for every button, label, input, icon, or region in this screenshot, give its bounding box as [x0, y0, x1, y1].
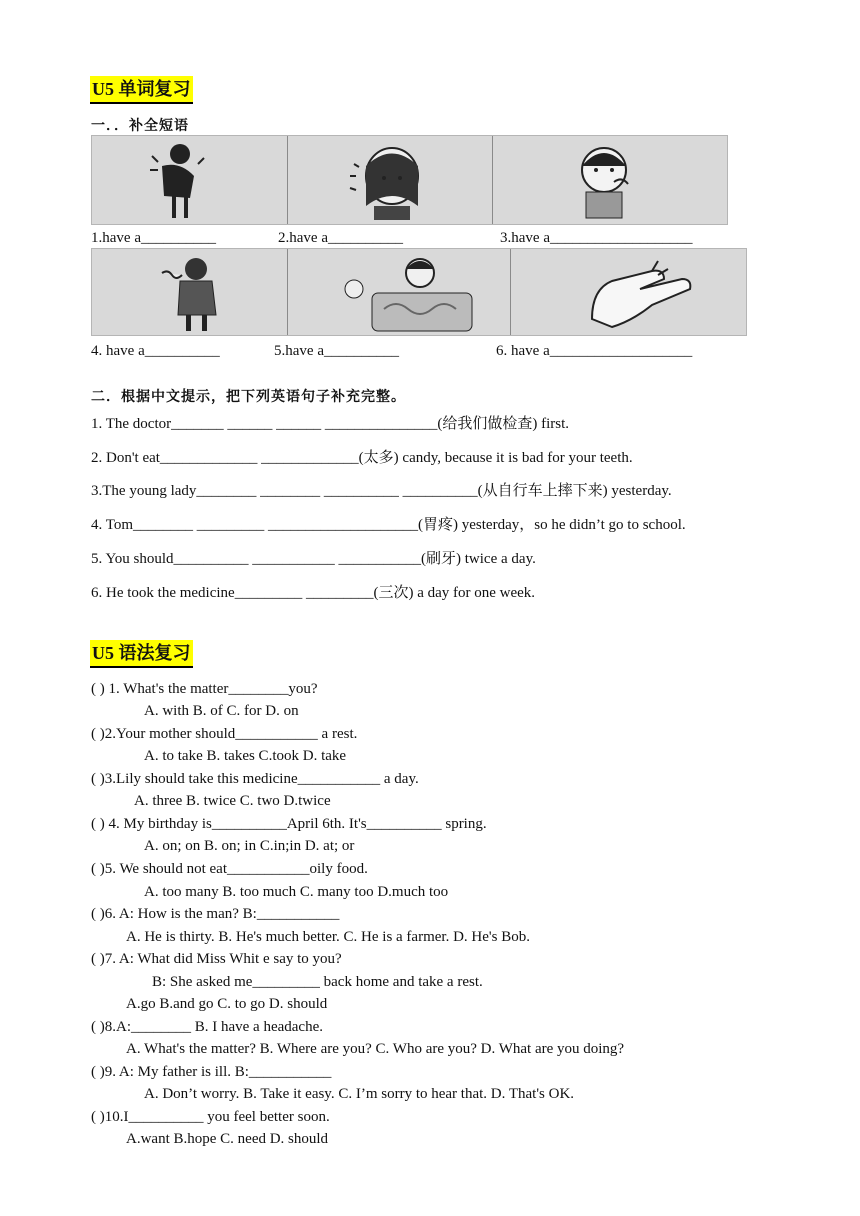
illness-pictures-row1: [92, 136, 727, 224]
sentence-3: 3.The young lady________ ________ __________ __________(从自行车上摔下来) yesterday.: [91, 483, 672, 499]
question-10: ( )10.I__________ you feel better soon.: [91, 1109, 330, 1125]
sick-in-bed-figure-icon: [345, 259, 472, 331]
grammar-heading: U5 语法复习: [90, 640, 193, 668]
question-10-options: A.want B.hope C. need D. should: [126, 1131, 329, 1147]
sentence-5: 5. You should__________ ___________ ___________(刷牙) twice a day.: [91, 551, 536, 567]
phrase-2: 2.have a__________: [278, 230, 403, 246]
phrase-3: 3.have a___________________: [500, 230, 693, 246]
illness-pictures-row2: [92, 249, 746, 335]
question-6-options: A. He is thirty. B. He's much better. C. He is a farmer. D. He's Bob.: [126, 929, 530, 945]
cough-figure-icon: [162, 258, 216, 331]
question-3: ( )3.Lily should take this medicine___________ a day.: [91, 771, 419, 787]
question-7: ( )7. A: What did Miss Whit e say to you?: [91, 951, 342, 967]
question-2: ( )2.Your mother should___________ a rest.: [91, 726, 358, 742]
phrase-6: 6. have a___________________: [496, 343, 693, 359]
question-4: ( ) 4. My birthday is__________April 6th. It's__________ spring.: [91, 816, 487, 832]
picture-strip-1: [91, 135, 728, 225]
question-7-options: A.go B.and go C. to go D. should: [126, 996, 328, 1012]
picture-strip-2: [91, 248, 747, 336]
question-9-options: A. Don’t worry. B. Take it easy. C. I’m sorry to hear that. D. That's OK.: [144, 1086, 575, 1102]
question-1-options: A. with B. of C. for D. on: [144, 703, 299, 719]
question-5: ( )5. We should not eat___________oily food.: [91, 861, 368, 877]
question-8: ( )8.A:________ B. I have a headache.: [91, 1019, 324, 1035]
phrase-1: 1.have a__________: [91, 230, 216, 246]
question-8-options: A. What's the matter? B. Where are you? C. Who are you? D. What are you doing?: [126, 1041, 625, 1057]
sentence-6: 6. He took the medicine_________ _________(三次) a day for one week.: [91, 585, 536, 601]
stomachache-figure-icon: [150, 144, 204, 218]
sentence-1: 1. The doctor_______ ______ ______ _______________(给我们做检查) first.: [91, 416, 570, 432]
phrase-4: 4. have a__________: [91, 343, 220, 359]
sentence-4: 4. Tom________ _________ ____________________(胃疼) yesterday，so he didn’t go to school.: [91, 517, 686, 533]
section2-title: 二．根据中文提示，把下列英语句子补充完整。: [91, 389, 406, 405]
question-2-options: A. to take B. takes C.took D. take: [144, 748, 347, 764]
question-7-prompt-b: B: She asked me_________ back home and take a rest.: [152, 974, 483, 990]
fever-figure-icon: [350, 148, 418, 220]
question-9: ( )9. A: My father is ill. B:___________: [91, 1064, 332, 1080]
vocab-heading: U5 单词复习: [90, 76, 193, 104]
toothache-figure-icon: [582, 148, 628, 218]
question-3-options: A. three B. twice C. two D.twice: [134, 793, 331, 809]
question-5-options: A. too many B. too much C. many too D.much too: [144, 884, 449, 900]
question-6: ( )6. A: How is the man? B:___________: [91, 906, 340, 922]
question-4-options: A. on; on B. on; in C.in;in D. at; or: [144, 838, 355, 854]
question-1: ( ) 1. What's the matter________you?: [91, 681, 318, 697]
section1-title: 一．．补全短语: [91, 118, 189, 134]
sentence-2: 2. Don't eat_____________ _____________(太多) candy, because it is bad for your teeth.: [91, 450, 633, 466]
phrase-5: 5.have a__________: [274, 343, 399, 359]
cut-finger-hand-icon: [592, 261, 690, 327]
